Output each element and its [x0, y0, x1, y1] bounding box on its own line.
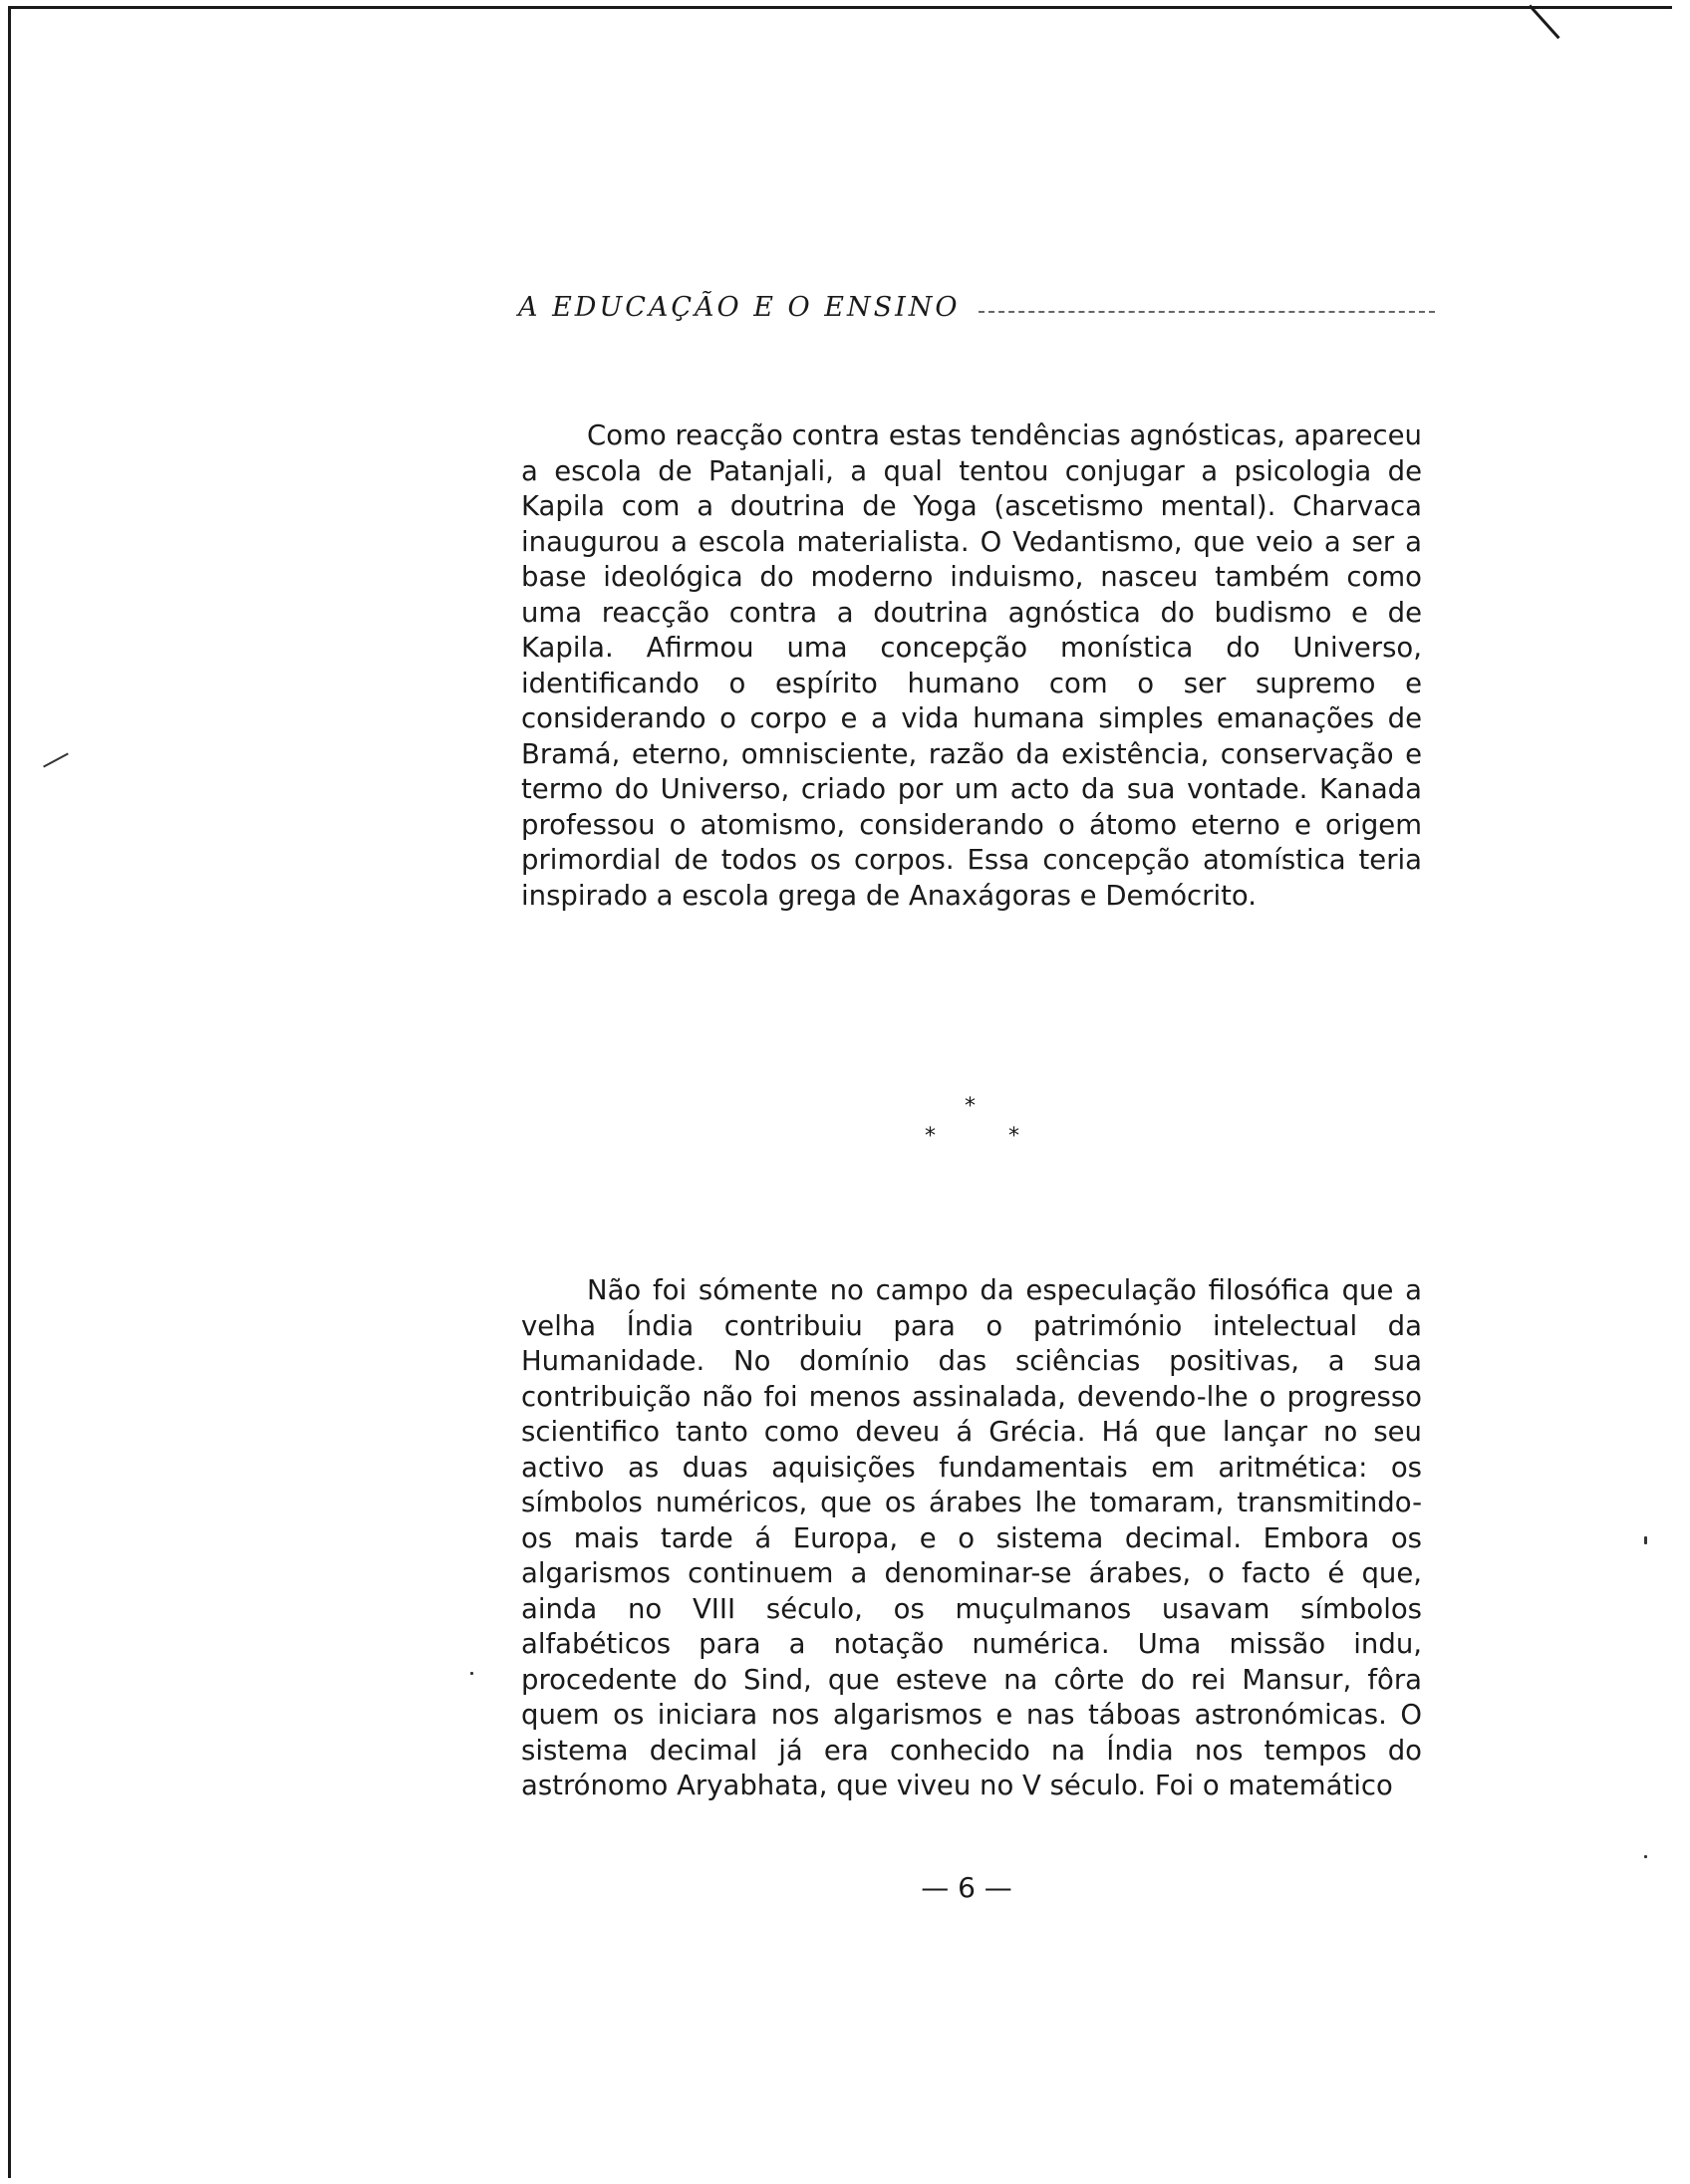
- scan-speck: [1644, 1855, 1647, 1858]
- scan-corner-mark: [1529, 4, 1560, 39]
- running-title: A EDUCAÇÃO E O ENSINO: [518, 291, 961, 323]
- asterism-star: *: [925, 1124, 936, 1149]
- asterism-separator: [897, 1094, 1036, 1154]
- scan-border-left: [8, 6, 11, 2178]
- scan-border-top: [8, 6, 1672, 9]
- header-rule: [979, 311, 1436, 313]
- scan-speck: [470, 1672, 473, 1675]
- body-paragraph: [521, 418, 1422, 914]
- asterism-star: *: [1008, 1124, 1019, 1149]
- body-paragraph: [521, 1273, 1422, 1804]
- paragraph-text: Como reacção contra estas tendências agnósticas, apareceu a escola de Patanjali, a qual tentou conjugar a psicologia de Kapila com a doutrina de Yoga (ascetismo mental). Charvaca inaugurou a escola materialista. O Vedantismo, que veio a ser a base ideológica do moderno induismo, nasceu também como uma reacção contra a doutrina agnóstica do budismo e de Kapila. Afirmou uma concepção monística do Universo, identificando o espírito humano com o ser supremo e considerando o corpo e a vida humana simples emanações de Bramá, eterno, omnisciente, razão da existência, conservação e termo do Universo, criado por um acto da sua vontade. Kanada professou o atomismo, considerando o átomo eterno e origem primordial de todos os corpos. Essa concepção atomística teria inspirado a escola grega de Anaxágoras e Demócrito.: [521, 419, 1422, 912]
- asterism-star: *: [965, 1094, 976, 1119]
- page-number: — 6 —: [921, 1871, 1012, 1904]
- running-header: [518, 282, 1435, 332]
- scan-speck: [1644, 1536, 1647, 1544]
- scan-margin-mark: [43, 753, 69, 768]
- paragraph-text: Não foi sómente no campo da especulação filosófica que a velha Índia contribuiu para o património intelectual da Humanidade. No domínio das sciências positivas, a sua contribuição não foi menos assinalada, devendo-lhe o progresso scientifico tanto como deveu á Grécia. Há que lançar no seu activo as duas aquisições fundamentais em aritmética: os símbolos numéricos, que os árabes lhe tomaram, transmitindo-os mais tarde á Europa, e o sistema decimal. Embora os algarismos continuem a denominar-se árabes, o facto é que, ainda no VIII século, os muçulmanos usavam símbolos alfabéticos para a notação numérica. Uma missão indu, procedente do Sind, que esteve na côrte do rei Mansur, fôra quem os iniciara nos algarismos e nas táboas astronómicas. O sistema decimal já era conhecido na Índia nos tempos do astrónomo Aryabhata, que viveu no V século. Foi o matemático: [521, 1274, 1422, 1801]
